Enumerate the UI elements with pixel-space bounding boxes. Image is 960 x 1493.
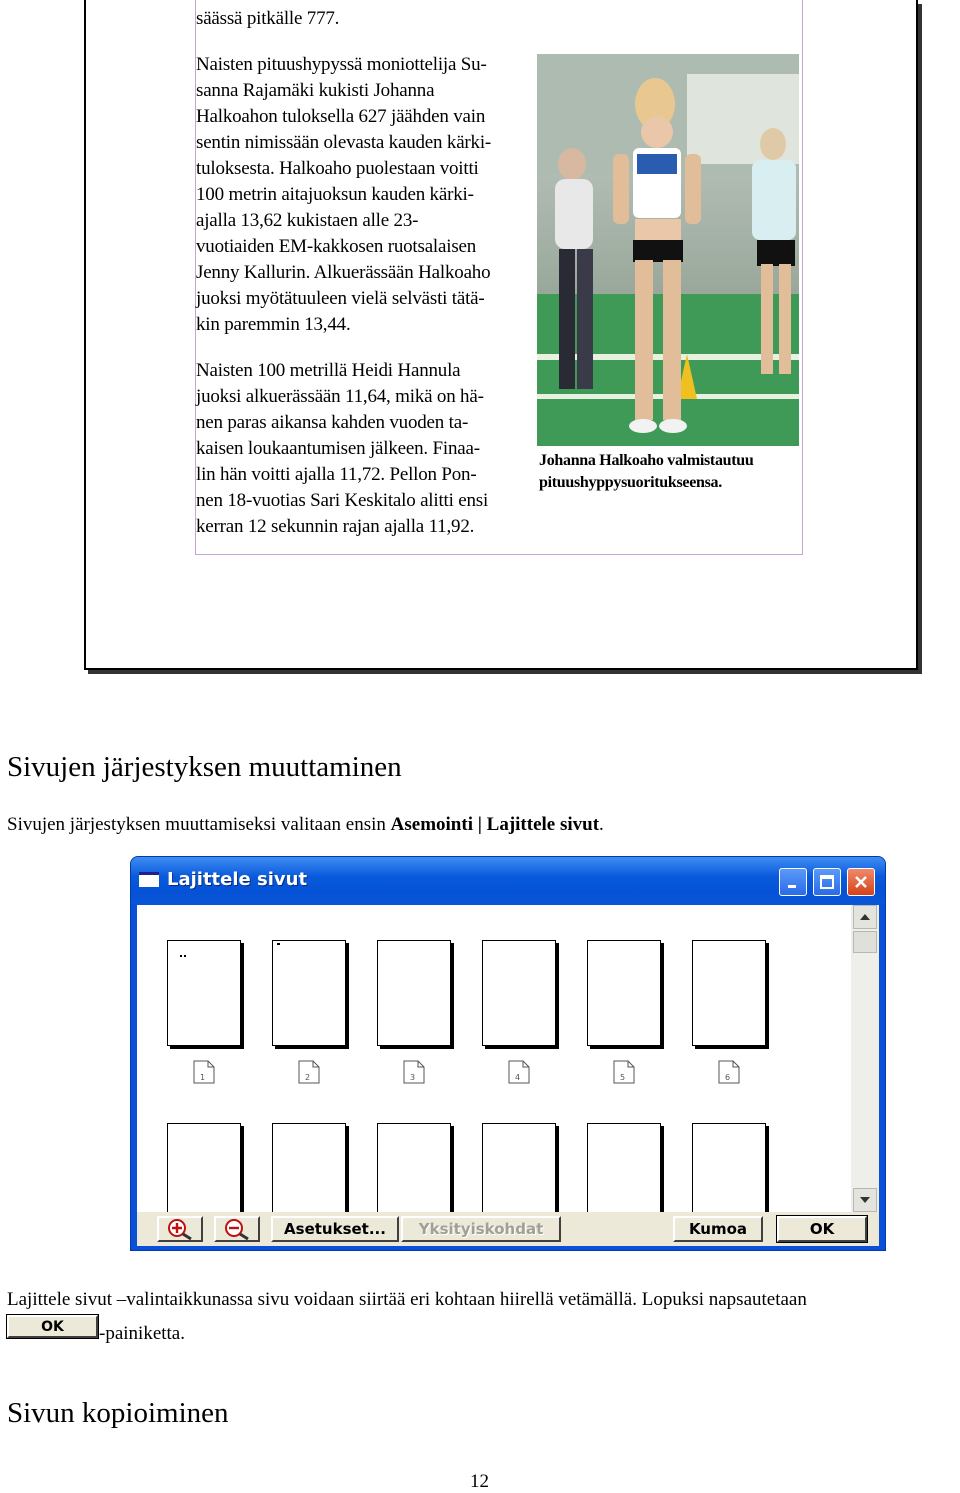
- close-button[interactable]: [847, 868, 875, 896]
- page-thumbnail[interactable]: [377, 940, 451, 1046]
- sort-pages-dialog: [131, 857, 885, 1250]
- page-number-icon: [612, 1060, 636, 1084]
- article-line: nen 18-vuotias Sari Keskitalo alitti ensi: [196, 490, 489, 511]
- page-number-icon: [717, 1060, 741, 1084]
- vertical-scrollbar[interactable]: [851, 905, 879, 1212]
- scroll-up-button[interactable]: [853, 905, 877, 929]
- page-thumbnail[interactable]: [587, 1123, 661, 1212]
- athlete-photo-illustration: [537, 54, 799, 446]
- instruction-paragraph-line2: -painiketta.: [99, 1323, 185, 1344]
- minimize-button[interactable]: [779, 868, 807, 896]
- page-number: 5: [620, 1073, 626, 1082]
- text-mark-icon: [277, 943, 281, 945]
- page-thumbnail-grid: [137, 905, 851, 1212]
- intro-end: .: [599, 814, 604, 835]
- page-thumbnail[interactable]: [587, 940, 661, 1046]
- article-column: [196, 6, 530, 540]
- arrow-up-icon: [860, 914, 870, 920]
- dialog-client-area: [137, 905, 879, 1246]
- article-line: kin paremmin 13,44.: [196, 314, 351, 335]
- intro-paragraph: [7, 814, 604, 836]
- page-thumbnail[interactable]: [272, 940, 346, 1046]
- window-icon: [139, 872, 159, 887]
- article-line: 100 metrin aitajuoksun kauden kärki-: [196, 184, 474, 205]
- page-number: 2: [305, 1073, 311, 1082]
- article-line: ajalla 13,62 kukistaen alle 23-: [196, 210, 419, 231]
- page-thumbnail[interactable]: [692, 940, 766, 1046]
- text-mark-icon: [180, 955, 188, 959]
- article-line: vuotiaiden EM-kakkosen ruotsalaisen: [196, 236, 477, 257]
- page-thumbnail[interactable]: [272, 1123, 346, 1212]
- athlete-photo: [537, 54, 799, 446]
- page-icon: [717, 1060, 741, 1084]
- page-number-icon: [192, 1060, 216, 1084]
- article-line: Halkoahon tuloksella 627 jäähden vain: [196, 106, 486, 127]
- arrow-down-icon: [860, 1197, 870, 1203]
- instruction-paragraph-line1: Lajittele sivut –valintaikkunassa sivu voidaan siirtää eri kohtaan hiirellä vetämällä. Lopuksi napsautetaan: [7, 1289, 807, 1310]
- article-line: lin hän voitti ajalla 11,72. Pellon Pon-: [196, 464, 477, 485]
- page-thumbnail[interactable]: [482, 940, 556, 1046]
- page-number: 3: [410, 1073, 416, 1082]
- cancel-button[interactable]: Kumoa: [673, 1216, 763, 1242]
- close-icon: [853, 874, 869, 890]
- page-thumbnail[interactable]: [377, 1123, 451, 1212]
- menu-path: Asemointi | Lajittele sivut: [390, 814, 600, 835]
- scrollbar-thumb[interactable]: [853, 931, 877, 953]
- page-number: 6: [725, 1073, 731, 1082]
- page-number-footer: 12: [470, 1471, 489, 1492]
- settings-button[interactable]: Asetukset...: [271, 1216, 399, 1242]
- inline-ok-button-image: OK: [7, 1315, 98, 1338]
- article-line: Naisten pituushypyssä moniottelija Su-: [196, 54, 487, 75]
- maximize-button[interactable]: [813, 868, 841, 896]
- zoom-in-icon: [167, 1218, 193, 1240]
- article-line: säässä pitkälle 777.: [196, 8, 340, 29]
- article-line: tuloksesta. Halkoaho puolestaan voitti: [196, 158, 479, 179]
- maximize-icon: [819, 874, 835, 890]
- section-heading-copy: Sivun kopioiminen: [7, 1397, 229, 1429]
- dialog-titlebar[interactable]: [131, 857, 885, 905]
- article-line: Naisten 100 metrillä Heidi Hannula: [196, 360, 461, 381]
- article-line: kerran 12 sekunnin rajan ajalla 11,92.: [196, 516, 475, 537]
- page-thumbnail[interactable]: [692, 1123, 766, 1212]
- minimize-icon: [786, 875, 800, 889]
- article-line: sentin nimissään olevasta kauden kärki-: [196, 132, 492, 153]
- page-icon: [402, 1060, 426, 1084]
- article-line: [196, 32, 530, 52]
- zoom-out-icon: [224, 1218, 250, 1240]
- dialog-title: Lajittele sivut: [167, 869, 308, 890]
- zoom-out-button[interactable]: [214, 1216, 260, 1242]
- scroll-down-button[interactable]: [853, 1188, 877, 1212]
- page-icon: [612, 1060, 636, 1084]
- article-line: juoksi alkuerässään 11,64, mikä on hä-: [196, 386, 484, 407]
- dialog-button-bar: [137, 1212, 879, 1246]
- page-thumbnail[interactable]: [167, 940, 241, 1046]
- article-line: kaisen loukaantumisen jälkeen. Finaa-: [196, 438, 480, 459]
- page-thumbnail[interactable]: [482, 1123, 556, 1212]
- page-icon: [507, 1060, 531, 1084]
- intro-text: Sivujen järjestyksen muuttamiseksi valitaan ensin: [7, 814, 391, 835]
- article-line: juoksi myötätuuleen vielä selvästi tätä-: [196, 288, 485, 309]
- caption-line: Johanna Halkoaho valmistautuu: [539, 452, 754, 469]
- page-number: 4: [515, 1073, 521, 1082]
- page-number-icon: [507, 1060, 531, 1084]
- article-line: sanna Rajamäki kukisti Johanna: [196, 80, 435, 101]
- section-heading-reorder: Sivujen järjestyksen muuttaminen: [7, 751, 402, 783]
- page-thumbnail[interactable]: [167, 1123, 241, 1212]
- article-line: Jenny Kallurin. Alkuerässään Halkoaho: [196, 262, 491, 283]
- caption-line: pituushyppysuoritukseensa.: [539, 474, 722, 491]
- article-line: [196, 338, 530, 358]
- page-icon: [297, 1060, 321, 1084]
- page-number: 1: [200, 1073, 206, 1082]
- zoom-in-button[interactable]: [157, 1216, 203, 1242]
- article-line: nen paras aikansa kahden vuoden ta-: [196, 412, 469, 433]
- page-number-icon: [402, 1060, 426, 1084]
- photo-caption: [539, 450, 799, 494]
- page-icon: [192, 1060, 216, 1084]
- page-number-icon: [297, 1060, 321, 1084]
- ok-button[interactable]: OK: [777, 1216, 867, 1242]
- details-button[interactable]: Yksityiskohdat: [401, 1216, 561, 1242]
